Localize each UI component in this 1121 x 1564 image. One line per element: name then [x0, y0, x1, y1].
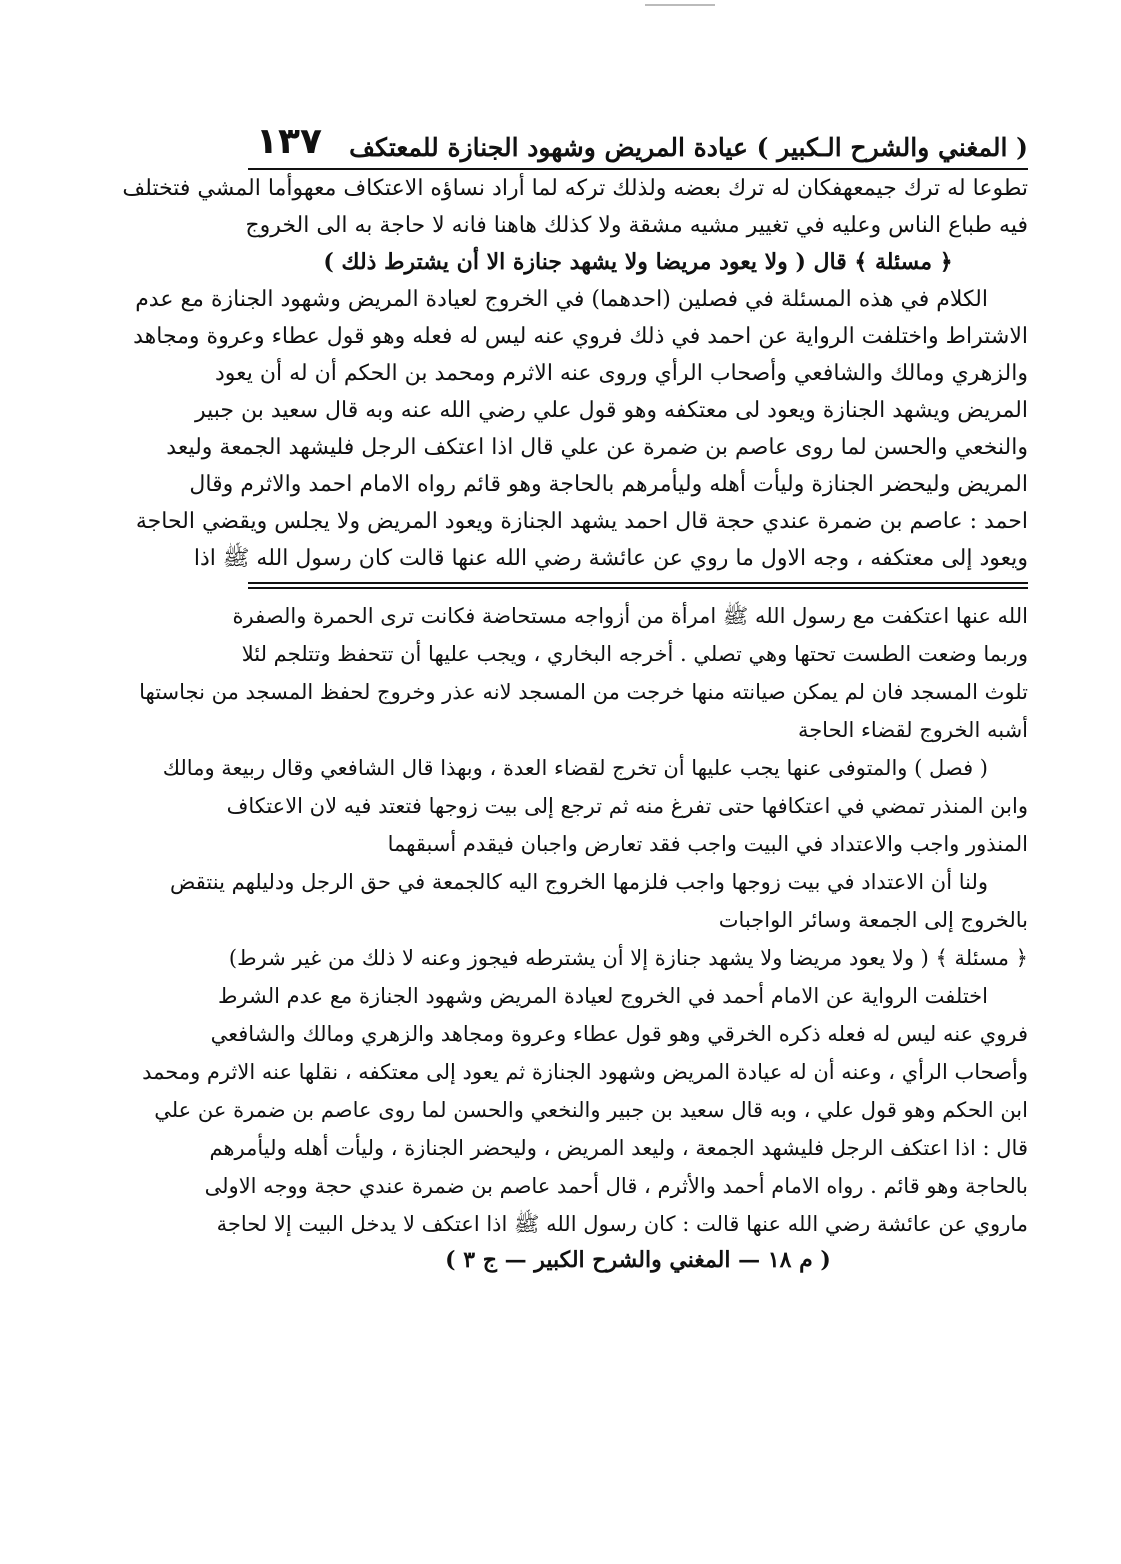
sharh-line: اختلفت الرواية عن الامام أحمد في الخروج لعيادة المريض وشهود الجنازة مع عدم الشرط — [218, 984, 988, 1008]
sharh-line: وأصحاب الرأي ، وعنه أن له عيادة المريض وشهود الجنازة ثم يعود إلى معتكفه ، نقلها عنه الاثرم ومحمد — [142, 1060, 1028, 1084]
sharh-line: بالحاجة وهو قائم . رواه الامام أحمد والأثرم ، قال أحمد عاصم بن ضمرة عندي حجة ووجه الاولى — [204, 1174, 1028, 1198]
sharh-line: المنذور واجب والاعتداد في البيت واجب فقد تعارض واجبان فيقدم أسبقهما — [387, 832, 1028, 856]
text-line: المريض ويشهد الجنازة ويعود لى معتكفه وهو قول علي رضي الله عنه وبه قال سعيد بن جبير — [194, 398, 1028, 423]
text-line: تطوعا له ترك جيمعهفكان له ترك بعضه ولذلك تركه لما أراد نساؤه الاعتكاف معهوأما المشي فتختلف — [122, 176, 1028, 201]
running-header — [248, 118, 1028, 162]
header-title: ( المغني والشرح الـكبير ) عيادة المريض وشهود الجنازة للمعتكف — [349, 133, 1028, 162]
sharh-line: وربما وضعت الطست تحتها وهي تصلي . أخرجه البخاري ، ويجب عليها أن تتحفظ وتتلجم لئلا — [241, 642, 1028, 666]
masala-heading: ﴿ مسئلة ﴾ قال ( ولا يعود مريضا ولا يشهد جنازة الا أن يشترط ذلك ) — [323, 249, 953, 275]
sharh-line: تلوث المسجد فان لم يمكن صيانته منها خرجت من المسجد لانه عذر وخروج لحفظ المسجد من نجاستها — [139, 680, 1028, 704]
sharh-line: فروي عنه ليس له فعله ذكره الخرقي وهو قول عطاء وعروة ومجاهد والزهري ومالك والشافعي — [210, 1022, 1028, 1046]
sharh-line: وابن المنذر تمضي في اعتكافها حتى تفرغ منه ثم ترجع إلى بيت زوجها فتعتد فيه لان الاعتكاف — [226, 794, 1028, 818]
sharh-line: ولنا أن الاعتداد في بيت زوجها واجب فلزمها الخروج اليه كالجمعة في حق الرجل ودليلهم ينتقض — [170, 870, 988, 894]
text-line: ويعود إلى معتكفه ، وجه الاول ما روي عن عائشة رضي الله عنها قالت كان رسول الله ﷺ اذا — [193, 546, 1028, 571]
page — [122, 118, 1028, 1273]
section-divider — [248, 582, 1028, 589]
signature-mark: ( م ١٨ — المغني والشرح الكبير — ج ٣ ) — [445, 1247, 831, 1273]
text-line: الاشتراط واختلفت الرواية عن احمد في ذلك فروي عنه ليس له فعله وهو قول عطاء وعروة ومجاهد — [133, 324, 1028, 349]
sharh-line: الله عنها اعتكفت مع رسول الله ﷺ امرأة من أزواجه مستحاضة فكانت ترى الحمرة والصفرة — [232, 604, 1028, 628]
text-line: الكلام في هذه المسئلة في فصلين (احدهما) في الخروج لعيادة المريض وشهود الجنازة مع عدم — [135, 287, 988, 312]
page-number: ١٣٧ — [256, 121, 322, 162]
sharh-masala-heading: ﴿ مسئلة ﴾ ( ولا يعود مريضا ولا يشهد جنازة إلا أن يشترطه فيجوز وعنه لا ذلك من غير شرط) — [228, 946, 1028, 970]
sharh-line: بالخروج إلى الجمعة وسائر الواجبات — [718, 908, 1028, 932]
text-line: المريض وليحضر الجنازة وليأت أهله وليأمرهم بالحاجة وهو قائم رواه الامام احمد والاثرم وقال — [189, 472, 1028, 497]
sharh-line: ( فصل ) والمتوفى عنها يجب عليها أن تخرج لقضاء العدة ، وبهذا قال الشافعي وقال ربيعة ومالك — [162, 756, 988, 780]
sharh-line: أشبه الخروج لقضاء الحاجة — [797, 718, 1028, 742]
text-line: والنخعي والحسن لما روى عاصم بن ضمرة عن علي قال اذا اعتكف الرجل فليشهد الجمعة وليعد — [166, 435, 1028, 460]
sharh-line: ابن الحكم وهو قول علي ، وبه قال سعيد بن جبير والنخعي والحسن لما روى عاصم بن ضمرة عن علي — [154, 1098, 1028, 1122]
scan-mark — [645, 4, 715, 6]
text-line: والزهري ومالك والشافعي وأصحاب الرأي وروى عنه الاثرم ومحمد بن الحكم أن له أن يعود — [214, 361, 1028, 386]
sharh-line: ماروي عن عائشة رضي الله عنها قالت : كان رسول الله ﷺ اذا اعتكف لا يدخل البيت إلا لحاجة — [216, 1212, 1028, 1236]
sharh-section — [139, 597, 1028, 1243]
text-line: احمد : عاصم بن ضمرة عندي حجة قال احمد يشهد الجنازة ويعود المريض ولا يجلس ويقضي الحاجة — [135, 509, 1028, 534]
text-line: فيه طباع الناس وعليه في تغيير مشيه مشقة ولا كذلك هاهنا فانه لا حاجة به الى الخروج — [245, 213, 1028, 238]
sharh-line: قال : اذا اعتكف الرجل فليشهد الجمعة ، وليعد المريض ، وليحضر الجنازة ، وليأت أهله وليأمرهم — [209, 1136, 1028, 1160]
main-text — [122, 170, 1028, 577]
